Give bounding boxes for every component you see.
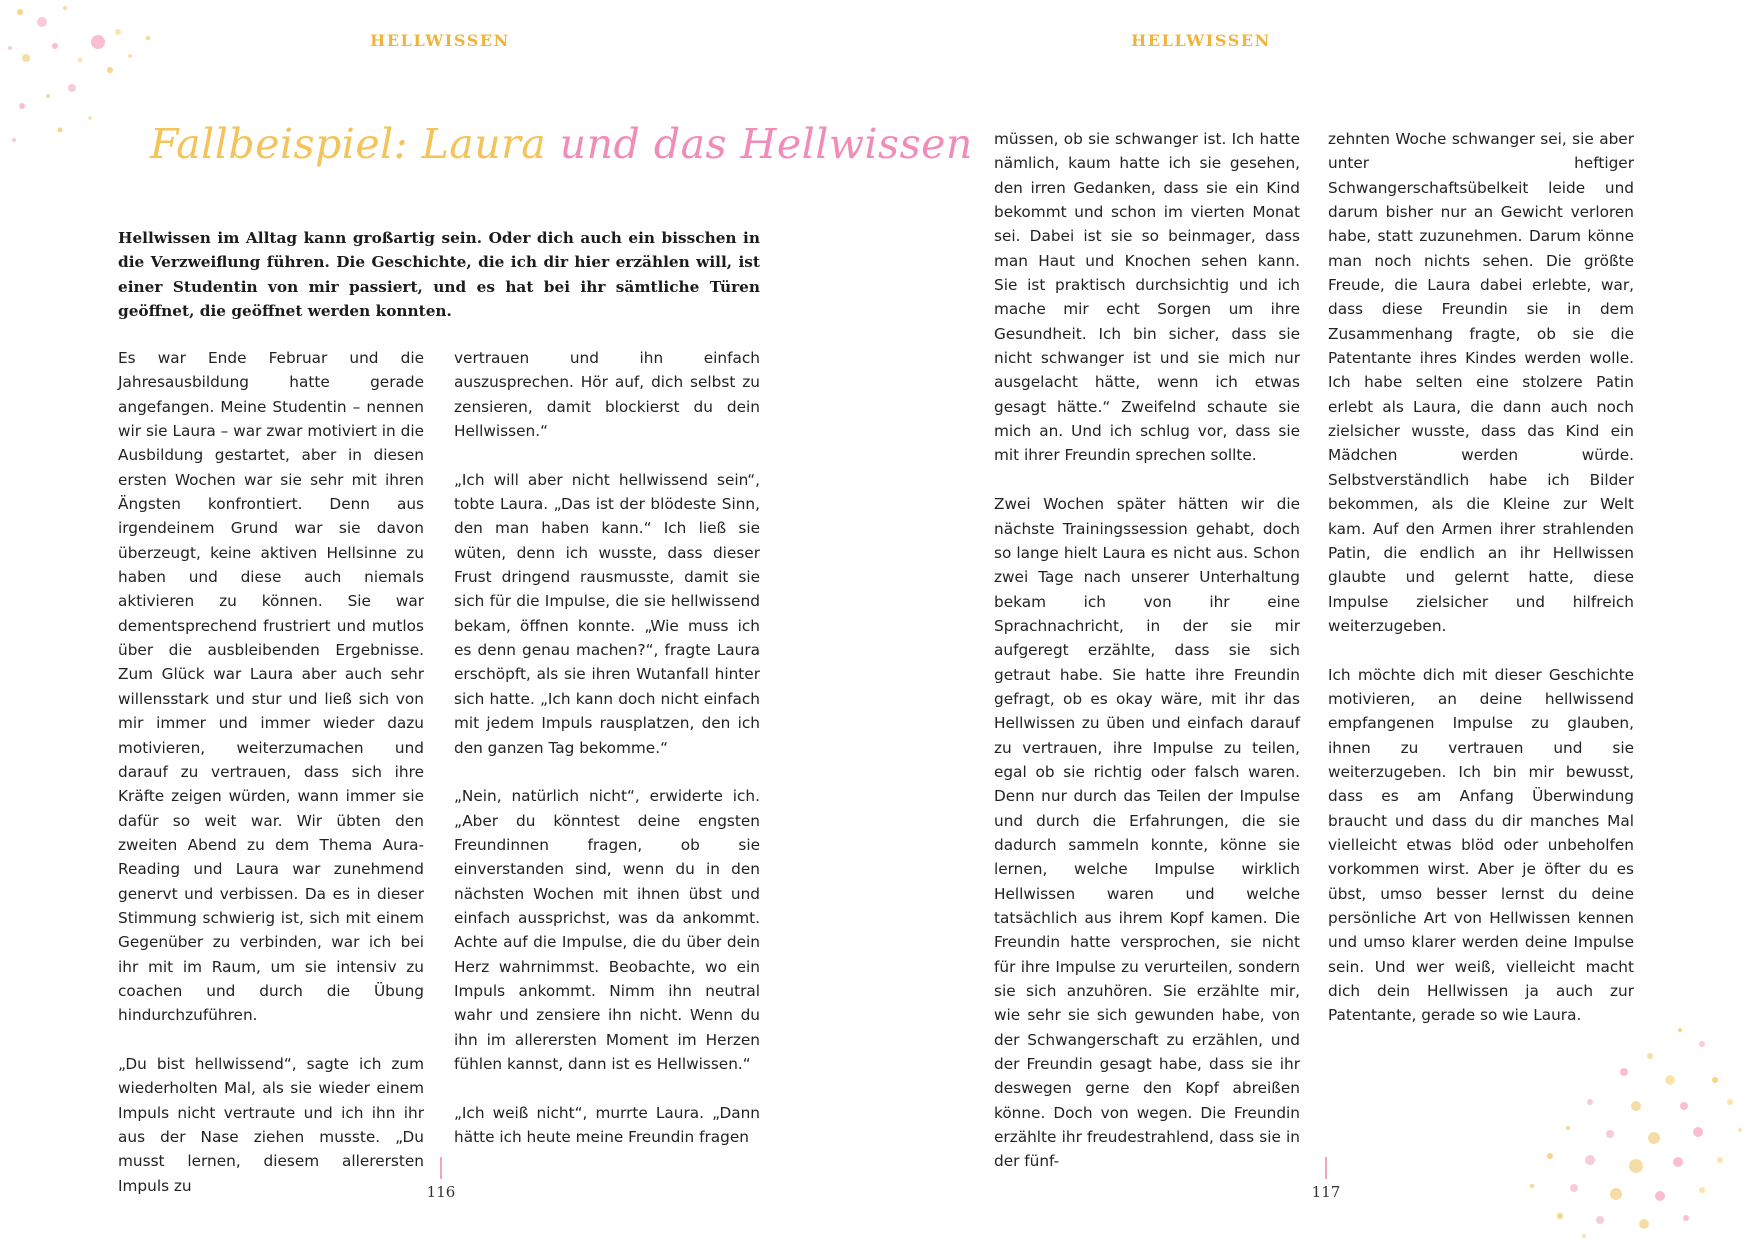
confetti-dot xyxy=(1582,1234,1586,1238)
confetti-dot xyxy=(52,43,58,49)
paragraph: „Ich weiß nicht“, murrte Laura. „Dann hätte ich heute meine Freundin fragen xyxy=(454,1103,760,1146)
confetti-dot xyxy=(68,84,76,92)
page-number: 117 xyxy=(1311,1183,1341,1201)
paragraph: „Ich will aber nicht hellwissend sein“, tobte Laura. „Das ist der blödeste Sinn, den man haben kann.“ Ich ließ sie wüten, denn ich wusste, dass dieser Frust dringend rausmusste, damit sie sich für die Impulse, die sie hellwissend bekam, öffnen konnte. „Wie muss ich es denn genau machen?“, fragte Laura erschöpft, als sie ihren Wutanfall hinter sich hatte. „Ich kann doch nicht einfach mit jedem Impuls rausplatzen, den ich den ganzen Tag bekomme.“ xyxy=(454,470,760,757)
confetti-dot xyxy=(63,6,67,10)
confetti-dot xyxy=(46,94,50,98)
confetti-dot xyxy=(1631,1101,1641,1111)
confetti-dot xyxy=(1712,1077,1718,1083)
paragraph: Zwei Wochen später hätten wir die nächste Trainingssession gehabt, doch so lange hielt Laura es nicht aus. Schon zwei Tage nach unserer Unterhaltung bekam ich von ihr eine Sprachnachricht, in der sie mir aufgeregt erzählte, dass sie sich getraut habe. Sie hatte ihre Freundin gefragt, ob es okay wäre, mit ihr das Hellwissen zu üben und einfach darauf zu vertrauen, ihre Impulse zu teilen, egal ob sie richtig oder falsch waren. Denn nur durch das Teilen der Impulse und durch die Erfahrungen, die sie dadurch sammeln konnte, könne sie lernen, welche Impulse wirklich Hellwissen waren und welche tatsächlich aus ihrem Kopf kamen. Die Freundin hatte versprochen, sie nicht für ihre Impulse zu verurteilen, sondern sie sich anzuhören. Sie erzählte mir, wie sehr sie sich gewunden habe, von der Schwangerschaft zu erzählen, und der Freundin gesagt habe, dass sie ihr deswegen gerne den Kopf abreißen könne. Doch von wegen. Die Freundin erzählte ihr freudestrahlend, dass sie in der fünf- xyxy=(994,495,1300,1171)
confetti-dot xyxy=(19,103,25,109)
confetti-dot xyxy=(1610,1188,1622,1200)
confetti-dot xyxy=(1530,1184,1534,1188)
confetti-dot xyxy=(107,67,113,73)
confetti-dot xyxy=(1699,1041,1705,1047)
confetti-dot xyxy=(1547,1153,1553,1159)
paragraph: vertrauen und ihn einfach auszusprechen. Hör auf, dich selbst zu zensieren, damit blockierst du dein Hellwissen.“ xyxy=(454,349,760,441)
confetti-dot xyxy=(1683,1215,1689,1221)
confetti-dot xyxy=(1620,1068,1628,1076)
confetti-dot xyxy=(1678,1028,1682,1032)
confetti-dot xyxy=(1727,1099,1733,1105)
confetti-dot xyxy=(78,58,83,63)
confetti-dot xyxy=(91,35,105,49)
confetti-dot xyxy=(1570,1184,1578,1192)
running-header: HELLWISSEN xyxy=(1131,31,1271,50)
confetti-dot xyxy=(146,36,150,40)
confetti-dot xyxy=(1587,1099,1593,1105)
text-column-left-2 xyxy=(454,346,760,1149)
confetti-dot xyxy=(1557,1213,1563,1219)
confetti-dot xyxy=(22,54,30,62)
confetti-dot xyxy=(12,138,16,142)
confetti-dot xyxy=(1596,1216,1604,1224)
text-column-right-2 xyxy=(1328,127,1634,1028)
confetti-dot xyxy=(1699,1187,1705,1193)
confetti-dot xyxy=(17,9,23,15)
confetti-dot xyxy=(1673,1157,1683,1167)
confetti-dot xyxy=(128,54,132,58)
confetti-dot xyxy=(1693,1127,1703,1137)
text-column-right-1 xyxy=(994,127,1300,1174)
confetti-dot xyxy=(1566,1126,1570,1130)
paragraph: „Nein, natürlich nicht“, erwiderte ich. „Aber du könntest deine engsten Freundinnen fragen, ob sie einverstanden sind, wenn du in den nächsten Wochen mit ihnen übst und einfach aussprichst, was da ankommt. Achte auf die Impulse, die du über dein Herz wahrnimmst. Beobachte, wo ein Impuls ankommt. Nimm ihn neutral wahr und zensiere ihn nicht. Wenn du ihn im allerersten Moment im Herzen fühlen kannst, dann ist es Hellwissen.“ xyxy=(454,787,760,1073)
title-part-2: und das Hellwissen xyxy=(559,120,973,168)
page-number-rule xyxy=(440,1157,442,1179)
paragraph: „Du bist hellwissend“, sagte ich zum wiederholten Mal, als sie wieder einem Impuls nicht vertraute und ich ihn ihr aus der Nase ziehen musste. „Du musst lernen, diesem allerersten Impuls zu xyxy=(118,1054,424,1195)
confetti-dot xyxy=(37,17,47,27)
confetti-dot xyxy=(8,46,12,50)
paragraph: müssen, ob sie schwanger ist. Ich hatte nämlich, kaum hatte ich sie gesehen, den irren Gedanken, dass sie ein Kind bekommt und schon im vierten Monat sei. Dabei ist sie so beinmager, dass man Haut und Knochen sehen kann. Sie ist praktisch durchsichtig und ich mache mir echt Sorgen um ihre Gesundheit. Ich bin sicher, dass sie nicht schwanger ist und sie mich nur ausgelacht hätte, wenn ich etwas gesagt hätte.“ Zweifelnd schaute sie mich an. Und ich schlug vor, dass sie mit ihrer Freundin sprechen sollte. xyxy=(994,130,1300,465)
page-number: 116 xyxy=(426,1183,456,1201)
confetti-dot xyxy=(1606,1130,1614,1138)
confetti-dot xyxy=(1717,1157,1723,1163)
paragraph: Es war Ende Februar und die Jahresausbildung hatte gerade angefangen. Meine Studentin – nennen wir sie Laura – war zwar motiviert in die Ausbildung gestartet, aber in diesen ersten Wochen war sie sehr mit ihren Ängsten konfrontiert. Denn aus irgendeinem Grund war sie davon überzeugt, keine aktiven Hellsinne zu haben und diese auch niemals aktivieren zu können. Sie war dementsprechend frustriert und mutlos über die ausbleibenden Ergebnisse. Zum Glück war Laura aber auch sehr willensstark und stur und ließ sich von mir immer und immer wieder dazu motivieren, weiterzumachen und darauf zu vertrauen, dass sich ihre Kräfte zeigen würden, wann immer sie dafür so weit war. Wir übten den zweiten Abend zu dem Thema Aura-Reading und Laura war zunehmend genervt und verbissen. Da es in dieser Stimmung schwierig ist, sich mit einem Gegenüber zu verbinden, war ich bei ihr mit im Raum, um sie intensiv zu coachen und durch die Übung hindurchzuführen. xyxy=(118,349,424,1025)
confetti-dots-decoration xyxy=(1440,1010,1748,1240)
confetti-dot xyxy=(1680,1102,1688,1110)
confetti-dot xyxy=(1665,1075,1675,1085)
confetti-dot xyxy=(115,29,121,35)
page-number-rule xyxy=(1325,1157,1327,1179)
confetti-dot xyxy=(58,128,63,133)
confetti-dot xyxy=(1647,1053,1653,1059)
confetti-dot xyxy=(1655,1191,1665,1201)
confetti-dot xyxy=(1648,1132,1660,1144)
text-column-left-1 xyxy=(118,346,424,1198)
confetti-dot xyxy=(1585,1155,1595,1165)
confetti-dot xyxy=(1639,1219,1649,1229)
intro-paragraph: Hellwissen im Alltag kann großartig sein. Oder dich auch ein bisschen in die Verzweiflung führen. Die Geschichte, die ich dir hier erzählen will, ist einer Studentin von mir passiert, und es hat bei ihr sämtliche Türen geöffnet, die geöffnet werden konnten. xyxy=(118,229,760,321)
confetti-dot xyxy=(1738,1128,1742,1132)
paragraph: zehnten Woche schwanger sei, sie aber unter heftiger Schwangerschaftsübelkeit leide und darum bisher nur an Gewicht verloren habe, statt zuzunehmen. Darum könne man noch nichts sehen. Die größte Freude, die Laura dabei erlebte, war, dass diese Freundin sie in dem Zusammenhang fragte, ob sie die Patentante ihres Kindes werden wolle. Ich habe selten eine stolzere Patin erlebt als Laura, die dann auch noch zielsicher wusste, dass das Kind ein Mädchen werden würde. Selbstverständlich habe ich Bilder bekommen, als die Kleine zur Welt kam. Auf den Armen ihrer strahlenden Patin, die endlich an ihr Hellwissen glaubte und gelernt hatte, diese Impulse zielsicher und hilfreich weiterzugeben. xyxy=(1328,130,1634,635)
confetti-dot xyxy=(88,116,92,120)
confetti-dot xyxy=(1629,1159,1643,1173)
running-header: HELLWISSEN xyxy=(370,31,510,50)
case-study-title xyxy=(150,122,973,167)
title-part-1: Fallbeispiel: Laura xyxy=(150,120,560,168)
paragraph: Ich möchte dich mit dieser Geschichte motivieren, an deine hellwissend empfangenen Impulse zu glauben, ihnen zu vertrauen und sie weiterzugeben. Ich bin mir bewusst, dass es am Anfang Überwindung braucht und dass du dir manches Mal vielleicht etwas blöd oder unbeholfen vorkommen wirst. Aber je öfter du es übst, umso besser lernst du deine persönliche Art von Hellwissen kennen und umso klarer werden deine Impulse sein. Und wer weiß, vielleicht macht dich dein Hellwissen ja auch zur Patentante, gerade so wie Laura. xyxy=(1328,665,1634,1025)
